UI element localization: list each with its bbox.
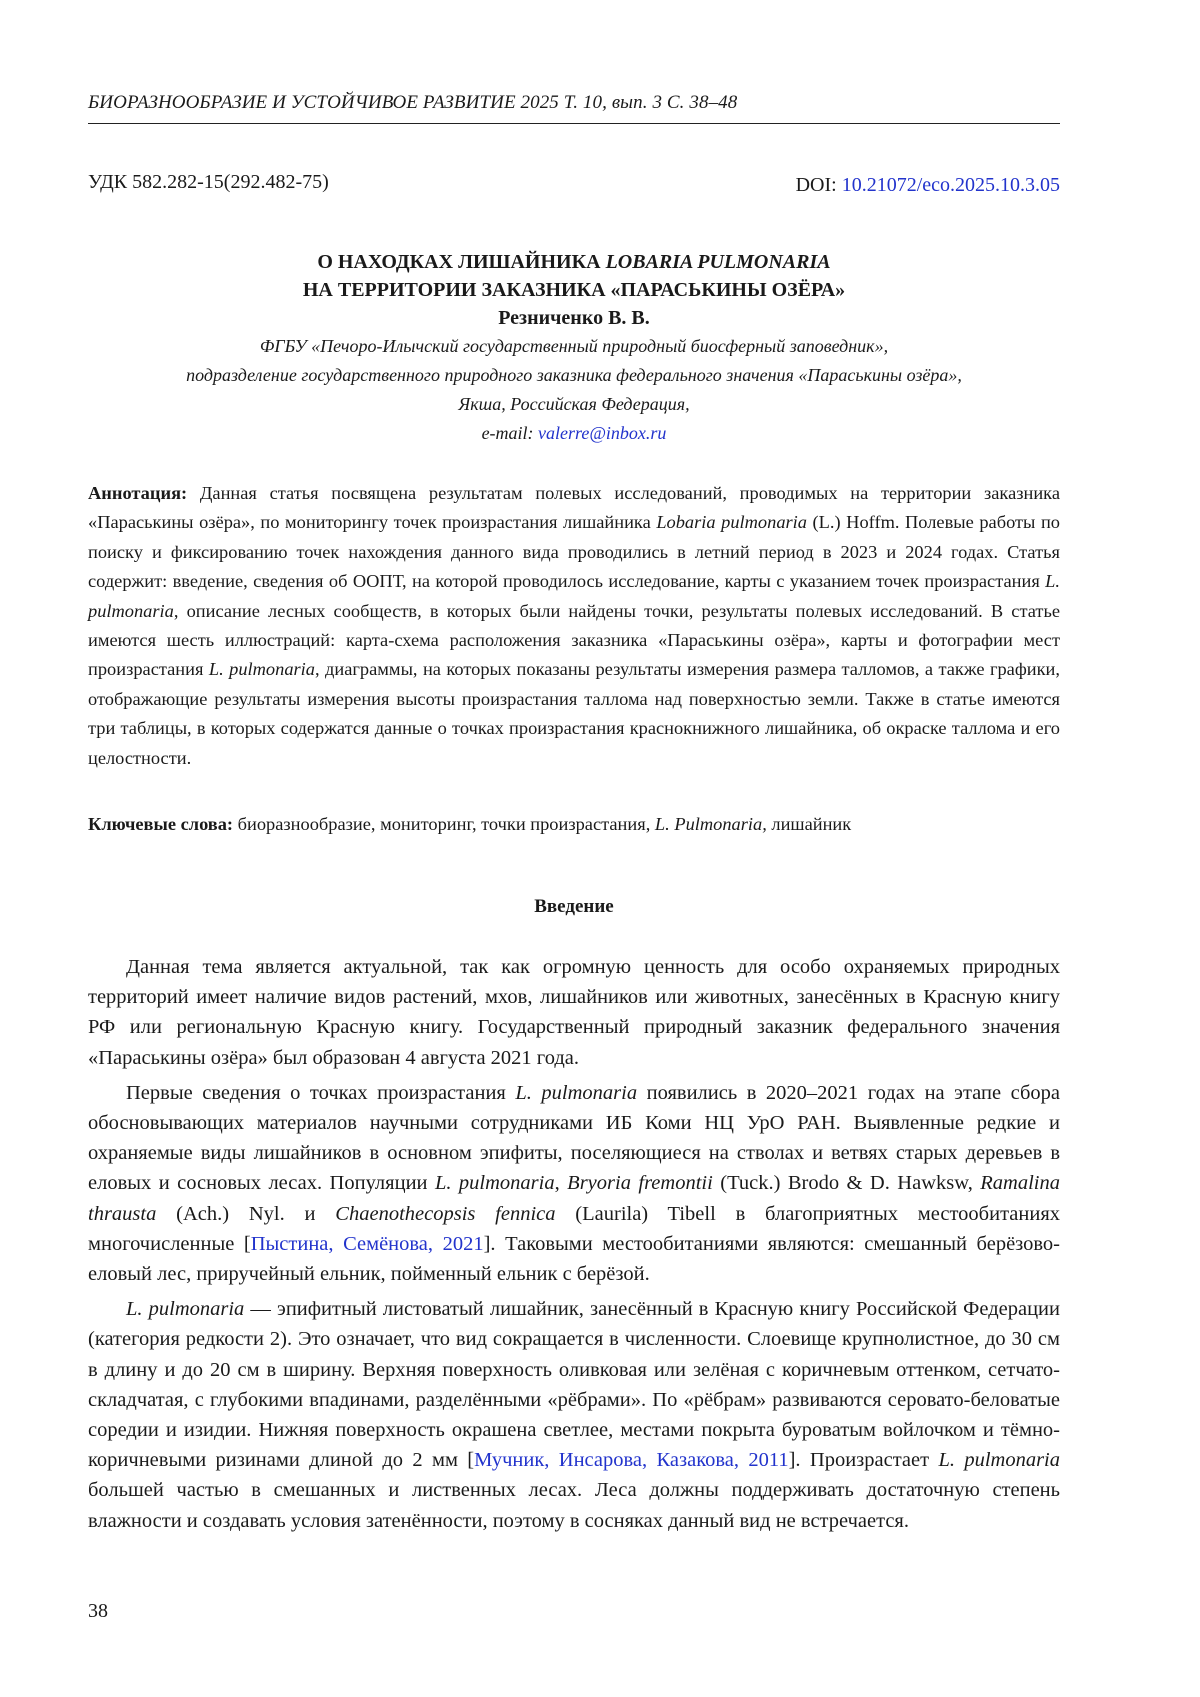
abstract-text-3: , описание лесных сообществ, в которых были найдены точки, результаты полевых исследований. В статье имеются шесть иллюстраций: карта-схема расположения заказника «Параськины озёра», карты и фотографии мест произрастания (88, 600, 1060, 680)
abstract-text-4: , диаграммы, на которых показаны результаты измерения размера талломов, а также графики, отображающие результаты измерения высоты произрастания таллома над поверхностью земли. Также в статье имеются три таблицы, в которых содержатся данные о точках произрастания краснокнижного лишайника, об окраске таллома и его целостности. (88, 659, 1060, 768)
paragraph-3 (88, 1294, 1060, 1536)
paragraph-2 (88, 1078, 1060, 1289)
affiliation-line-3: Якша, Российская Федерация, (458, 394, 690, 414)
title-block (88, 248, 1060, 448)
p2-text-b: появились в 2020–2021 годах на этапе сбора обосновывающих материалов научными сотрудниками ИБ Коми НЦ УрО РАН. Выявленные редкие и охраняемые виды лишайников в основном эпифиты, поселяющиеся на стволах и ветвях старых деревьев в еловых и сосновых лесах. Популяции (88, 1081, 1060, 1195)
title-text-1: О НАХОДКАХ ЛИШАЙНИКА (317, 251, 606, 273)
abstract-text-2: (L.) Hoffm. Полевые работы по поиску и фиксированию точек нахождения данного вида проводились в летний период в 2023 и 2024 годах. Статья содержит: введение, сведения об ООПТ, на которой проводилось исследование, карты с указанием точек произрастания (88, 512, 1060, 592)
udk-code: УДК 582.282-15(292.482-75) (88, 171, 329, 193)
email-label: e-mail: (481, 423, 539, 443)
p3-text-a: — эпифитный листоватый лишайник, занесённый в Красную книгу Российской Федерации (категория редкости 2). Это означает, что вид сокращается в численности. Слоевище крупнолистное, до 30 см в длину и до 20 см в ширину. Верхняя поверхность оливковая или зелёная с коричневым оттенком, сетчато-складчатая, с глубокими впадинами, разделёнными «рёбрами». По «рёбрам» развиваются серовато-беловатые соредии и изидии. Нижняя поверхность окрашена светлее, местами покрыта буроватым войлочком и тёмно-коричневыми ризинами длиной до 2 мм [ (88, 1298, 1060, 1472)
running-header: БИОРАЗНООБРАЗИЕ И УСТОЙЧИВОЕ РАЗВИТИЕ 2025 Т. 10, вып. 3 С. 38–48 (88, 92, 738, 113)
doi-label: DOI: (795, 174, 842, 196)
p2-text-g: ]. Таковыми местообитаниями являются: смешанный берёзово-еловый лес, приручейный ельник, пойменный ельник с берёзой. (88, 1232, 1061, 1286)
p2-species-4: Ramalina thrausta (88, 1172, 1060, 1225)
p2-species-3: Bryoria fremontii (567, 1172, 713, 1195)
abstract-label: Аннотация: (88, 483, 188, 503)
email-line (88, 419, 1060, 448)
keywords-text-2: лишайник (766, 814, 852, 834)
p2-reference-link[interactable]: Пыстина, Семёнова, 2021 (250, 1232, 484, 1255)
doi (796, 174, 1060, 197)
abstract-species-short-2: L. pulmonaria (208, 659, 315, 680)
email-link[interactable]: valerre@inbox.ru (538, 423, 667, 443)
keywords-text-1: биоразнообразие, мониторинг, точки произрастания, (233, 814, 655, 834)
p2-text-a: Первые сведения о точках произрастания (126, 1081, 516, 1104)
p2-text-c: , (554, 1172, 568, 1195)
p3-text-c: большей частью в смешанных и лиственных лесах. Леса должны поддерживать достаточную степень влажности и создавать условия затенённости, поэтому в сосняках данный вид не встречается. (88, 1479, 1060, 1532)
section-heading-introduction: Введение (534, 896, 614, 917)
abstract (88, 479, 1060, 773)
abstract-text-1: Данная статья посвящена результатам полевых исследований, проводимых на территории заказника «Параськины озёра», по мониторингу точек произрастания лишайника (88, 483, 1060, 533)
p3-species-1: L. pulmonaria (126, 1298, 245, 1321)
title-species: LOBARIA PULMONARIA (605, 251, 831, 273)
keywords-species: L. Pulmonaria, (654, 814, 767, 834)
body-text (88, 952, 1060, 1541)
p3-text-b: ]. Произрастает (788, 1449, 939, 1472)
p2-species-5: Chaenothecopsis fennica (335, 1202, 556, 1225)
abstract-species: Lobaria pulmonaria (656, 512, 807, 533)
keywords (88, 810, 1060, 838)
abstract-species-short-1: L. pulmonaria (88, 571, 1060, 621)
p3-reference-link[interactable]: Мучник, Инсарова, Казакова, 2011 (474, 1449, 789, 1472)
author-name: Резниченко В. В. (498, 307, 650, 329)
p2-species-2: L. pulmonaria (434, 1172, 555, 1195)
article-title-line-1 (88, 248, 1060, 276)
paragraph-1: Данная тема является актуальной, так как огромную ценность для особо охраняемых природных территорий имеет наличие видов растений, мхов, лишайников или животных, занесённых в Красную книгу РФ или региональную Красную книгу. Государственный природный заказник федерального значения «Параськины озёра» был образован 4 августа 2021 года. (88, 956, 1060, 1069)
page-number: 38 (88, 1600, 108, 1622)
doi-link[interactable]: 10.21072/eco.2025.10.3.05 (841, 174, 1060, 196)
affiliation-line-1: ФГБУ «Печоро-Илычский государственный природный биосферный заповедник», (259, 336, 889, 356)
p2-text-d: (Tuck.) Brodo & D. Hawksw, (712, 1172, 981, 1195)
header-divider (88, 123, 1060, 124)
keywords-label: Ключевые слова: (88, 814, 234, 834)
p2-species-1: L. pulmonaria (515, 1081, 638, 1104)
p2-text-f: (Laurila) Tibell в благоприятных местообитаниях многочисленные [ (88, 1202, 1061, 1255)
p3-species-2: L. pulmonaria (938, 1449, 1061, 1472)
article-title-line-2: НА ТЕРРИТОРИИ ЗАКАЗНИКА «ПАРАСЬКИНЫ ОЗЁРА» (302, 279, 846, 301)
affiliation-line-2: подразделение государственного природного заказника федерального значения «Параськины озёра», (186, 365, 962, 385)
p2-text-e: (Ach.) Nyl. и (156, 1202, 336, 1225)
